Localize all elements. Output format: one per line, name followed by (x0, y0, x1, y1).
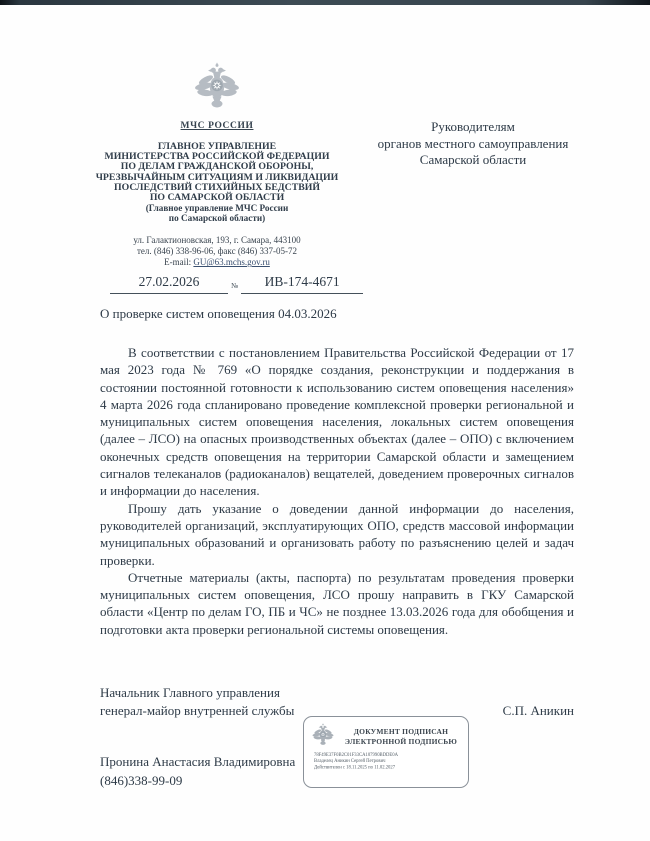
org-name-line: МИНИСТЕРСТВА РОССИЙСКОЙ ФЕДЕРАЦИИ (104, 151, 330, 163)
org-name-line: ПОСЛЕДСТВИЙ СТИХИЙНЫХ БЕДСТВИЙ (113, 181, 321, 193)
date-field: 27.02.2026 (110, 274, 228, 294)
number-sign: № (231, 281, 239, 290)
doc-date-number (110, 274, 363, 294)
letterhead (83, 62, 351, 268)
signer-position-line: генерал-майор внутренней службы (100, 703, 295, 718)
executor-name: Пронина Анастасия Владимировна (100, 754, 296, 769)
signer-position-line: Начальник Главного управления (100, 685, 280, 700)
body-paragraph: Прошу дать указание о доведении данной информации до населения, руководителей организаций, эксплуатирующих ОПО, средств массовой информации муниципальных образований и организовать работу по разъяснению целей и задач проверки. (100, 500, 574, 568)
esign-title-line: ДОКУМЕНТ ПОДПИСАН (353, 727, 449, 736)
executor-phone: (846)338-99-09 (100, 773, 183, 788)
org-name-line: ГЛАВНОЕ УПРАВЛЕНИЕ (157, 141, 277, 152)
esign-title-line: ЭЛЕКТРОННОЙ ПОДПИСЬЮ (344, 737, 458, 746)
org-name-line: ЧРЕЗВЫЧАЙНЫМ СИТУАЦИЯМ И ЛИКВИДАЦИИ (95, 171, 339, 183)
phone-fax-line: тел. (846) 338-96-06, факс (846) 337-05-72 (136, 246, 298, 257)
addressee-line: Самарской области (419, 152, 527, 167)
esign-stamp-header (304, 717, 468, 750)
esign-owner: Владелец Аникин Сергей Петрович (314, 759, 386, 764)
email-line (83, 257, 351, 268)
esign-validity: Действителен с 18.11.2025 по 11.02.2027 (314, 765, 396, 770)
letter-body (100, 344, 574, 638)
address-line: ул. Галактионовская, 193, г. Самара, 443100 (133, 235, 301, 246)
body-paragraph: Отчетные материалы (акты, паспорта) по результатам проведения проверки муниципальных систем оповещения, ЛСО прошу направить в ГКУ Самарской области «Центр по делам ГО, ПБ и ЧС» не позднее 13.03.2026 года для обобщения и подготовки акта проверки региональной системы оповещения. (100, 569, 574, 637)
signer-name: С.П. Аникин (502, 703, 574, 718)
org-contacts (83, 235, 351, 268)
addressee-block (376, 119, 570, 169)
addressee-line: органов местного самоуправления (377, 135, 569, 151)
signer-position (100, 684, 294, 720)
esign-stamp-details (314, 752, 478, 771)
esign-certificate: 78F49E37F0B2C01F33CA107990BDDE0A (314, 752, 398, 758)
org-short-title: МЧС РОССИИ (180, 121, 254, 131)
org-name-sub-line: по Самарской области) (168, 213, 266, 224)
org-full-name (83, 142, 351, 223)
email-label: E-mail: (164, 257, 194, 268)
email-link[interactable]: GU@63.mchs.gov.ru (193, 257, 270, 268)
org-name-line: ПО САМАРСКОЙ ОБЛАСТИ (149, 192, 285, 204)
esign-stamp (303, 716, 469, 788)
number-field: ИВ-174-4671 (241, 274, 363, 294)
mchs-emblem-icon (312, 723, 334, 750)
mchs-emblem-icon (194, 62, 240, 118)
esign-stamp-title (334, 727, 468, 747)
org-name-line: ПО ДЕЛАМ ГРАЖДАНСКОЙ ОБОРОНЫ, (120, 161, 314, 173)
org-name-sub-line: (Главное управление МЧС России (145, 203, 289, 214)
signature-block (100, 684, 574, 720)
subject-line: О проверке систем оповещения 04.03.2026 (100, 306, 337, 321)
addressee-line: Руководителям (431, 119, 515, 134)
executor-block (100, 752, 295, 790)
body-paragraph: В соответствии с постановлением Правительства Российской Федерации от 17 мая 2023 года № 769 «О порядке создания, реконструкции и поддержания в состоянии постоянной готовности к использованию систем оповещения населения» 4 марта 2026 года спланировано проведение комплексной проверки региональной и муниципальных систем оповещения населения, локальных систем оповещения (далее – ЛСО) на опасных производственных объектах (далее – ОПО) с включением оконечных средств оповещения на территории Самарской области и замещением сигналов телеканалов (радиоканалов) вещателей, доведением проверочных сигналов и информации до населения. (100, 345, 574, 499)
scan-artifact-strip (0, 0, 650, 5)
